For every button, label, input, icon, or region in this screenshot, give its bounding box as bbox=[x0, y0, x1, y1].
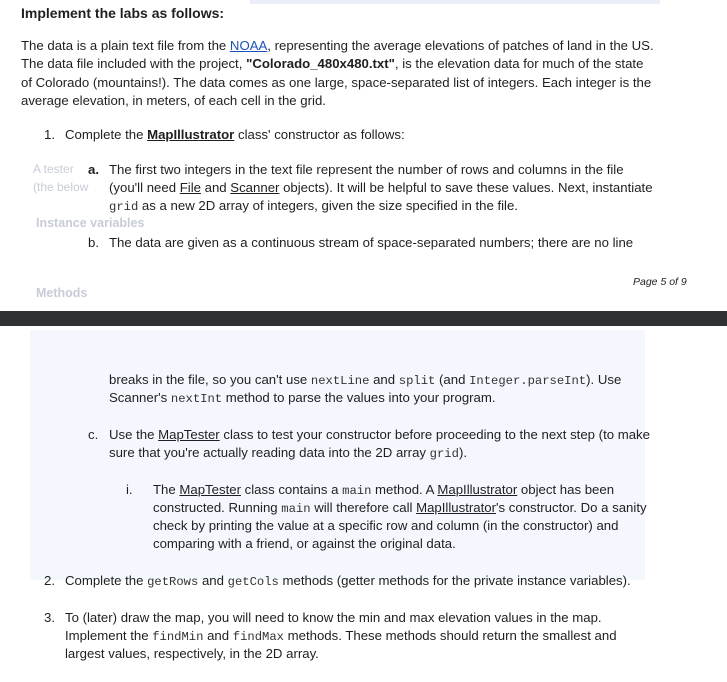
text: (and bbox=[435, 372, 470, 387]
intro-line-4: average elevation, in meters, of each cell in the grid. bbox=[21, 93, 326, 108]
section-heading: Implement the labs as follows: bbox=[21, 5, 225, 21]
text: class' constructor as follows: bbox=[234, 127, 405, 142]
parseint-code: Integer.parseInt bbox=[469, 374, 587, 388]
filename-bold: "Colorado_480x480.txt" bbox=[246, 56, 395, 71]
intro-line-1 bbox=[21, 38, 654, 53]
text: , is the elevation data for much of the state bbox=[394, 56, 644, 71]
text: as a new 2D array of integers, given the size specified in the file. bbox=[138, 198, 518, 213]
ghost-text-instance-variables: Instance variables bbox=[36, 216, 145, 230]
text: methods (getter methods for the private instance variables). bbox=[278, 573, 631, 588]
noaa-link[interactable]: NOAA bbox=[229, 38, 268, 53]
list-item-2-number: 2. bbox=[44, 573, 55, 588]
findmin-code: findMin bbox=[152, 630, 204, 644]
list-item-1-number: 1. bbox=[44, 127, 55, 142]
mapillustrator-class-name: MapIllustrator bbox=[416, 500, 496, 515]
sub-item-a-line-2 bbox=[109, 180, 653, 195]
sub-item-b-line-1: The data are given as a continuous stream of space-separated numbers; there are no line bbox=[109, 235, 634, 250]
text: constructed. Running bbox=[153, 500, 282, 515]
text: objects). It will be helpful to save these values. Next, instantiate bbox=[279, 180, 653, 195]
getrows-code: getRows bbox=[147, 575, 199, 589]
maptester-class-name: MapTester bbox=[179, 482, 241, 497]
list-item-3-number: 3. bbox=[44, 610, 55, 625]
text: ). Use bbox=[586, 372, 622, 387]
sub-sub-item-i-line-1 bbox=[153, 482, 614, 498]
main-code: main bbox=[342, 484, 372, 498]
sub-sub-item-i-label: i. bbox=[126, 482, 133, 497]
ghost-text-tester: A tester bbox=[33, 162, 74, 176]
maptester-class-name: MapTester bbox=[158, 427, 220, 442]
sub-item-b-label: b. bbox=[88, 235, 99, 250]
intro-line-2 bbox=[21, 56, 643, 71]
sub-item-c-label: c. bbox=[88, 427, 99, 442]
mapillustrator-class-name: MapIllustrator bbox=[437, 482, 518, 497]
sub-item-a-line-3 bbox=[109, 198, 518, 214]
text: sure that you're actually reading data into the 2D array bbox=[109, 445, 430, 460]
text: Complete the bbox=[65, 573, 148, 588]
text: The data is a plain text file from the bbox=[21, 38, 230, 53]
text: and bbox=[198, 573, 228, 588]
findmax-code: findMax bbox=[232, 630, 284, 644]
text: Use the bbox=[109, 427, 159, 442]
ghost-text-methods: Methods bbox=[36, 286, 88, 300]
text: class contains a bbox=[240, 482, 343, 497]
mapillustrator-class-name: MapIllustrator bbox=[147, 127, 235, 142]
text: breaks in the file, so you can't use bbox=[109, 372, 311, 387]
text: , representing the average elevations of patches of land in the US. bbox=[267, 38, 654, 53]
sub-sub-item-i-line-4: comparing with a friend, or against the original data. bbox=[153, 536, 456, 551]
sub-item-a-line-1: The first two integers in the text file represent the number of rows and columns in the file bbox=[109, 162, 624, 177]
ghost-text-below: (the below bbox=[33, 180, 89, 194]
list-item-3-line-2 bbox=[65, 628, 617, 644]
sub-item-a-label: a. bbox=[88, 162, 99, 177]
page-separator bbox=[0, 311, 727, 326]
intro-line-3: of Colorado (mountains!). The data comes as one large, space-separated list of integers. Each integer is the bbox=[21, 75, 652, 90]
text: class to test your constructor before proceeding to the next step (to make bbox=[219, 427, 650, 442]
text: object has been bbox=[517, 482, 615, 497]
text: method to parse the values into your program. bbox=[222, 390, 496, 405]
text: methods. These methods should return the smallest and bbox=[283, 628, 617, 643]
sub-item-c-line-2 bbox=[109, 445, 467, 461]
nextline-code: nextLine bbox=[310, 374, 370, 388]
list-item-2-text bbox=[65, 573, 631, 589]
text: will therefore call bbox=[310, 500, 417, 515]
sub-item-b-line-2 bbox=[109, 372, 621, 388]
sub-item-b-line-3 bbox=[109, 390, 496, 406]
text: and bbox=[200, 180, 231, 195]
scanner-class-name: Scanner bbox=[230, 180, 280, 195]
getcols-code: getCols bbox=[227, 575, 279, 589]
nextint-code: nextInt bbox=[170, 392, 223, 406]
text: The data file included with the project, bbox=[21, 56, 247, 71]
text: method. A bbox=[371, 482, 438, 497]
sub-sub-item-i-line-2 bbox=[153, 500, 647, 516]
list-item-1-text bbox=[65, 127, 405, 142]
list-item-3-line-3: largest values, respectively, in the 2D array. bbox=[65, 646, 319, 661]
text: Complete the bbox=[65, 127, 148, 142]
text: (you'll need bbox=[109, 180, 180, 195]
sub-item-c-line-1 bbox=[109, 427, 650, 442]
text: The bbox=[153, 482, 180, 497]
grid-code: grid bbox=[429, 447, 459, 461]
bleed-through-strip bbox=[250, 0, 660, 4]
list-item-3-line-1: To (later) draw the map, you will need to know the min and max elevation values in the map. bbox=[65, 610, 602, 625]
page-number: Page 5 of 9 bbox=[633, 276, 687, 288]
text: ). bbox=[458, 445, 467, 460]
main-code: main bbox=[281, 502, 311, 516]
file-class-name: File bbox=[179, 180, 201, 195]
sub-sub-item-i-line-3: check by printing the value at a specific row and column (in the constructor) and bbox=[153, 518, 619, 533]
text: Implement the bbox=[65, 628, 153, 643]
text: Scanner's bbox=[109, 390, 171, 405]
text: and bbox=[203, 628, 233, 643]
split-code: split bbox=[398, 374, 436, 388]
text: and bbox=[369, 372, 399, 387]
text: 's constructor. Do a sanity bbox=[496, 500, 647, 515]
grid-code: grid bbox=[109, 200, 139, 214]
